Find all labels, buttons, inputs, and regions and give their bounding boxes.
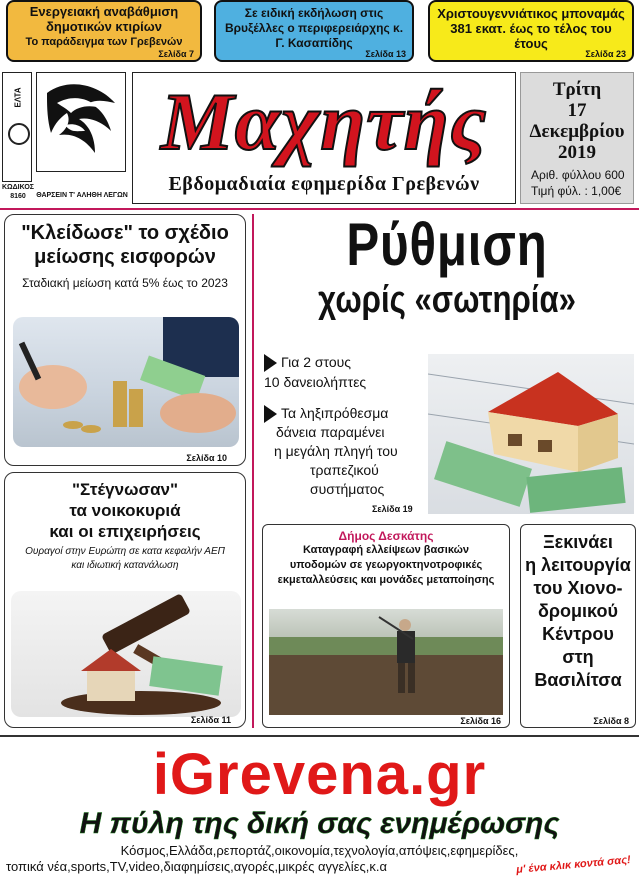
coins-money-photo [13,317,239,447]
house-banknotes-photo [428,354,634,514]
story-deck: και ιδιωτική κατανάλωση [71,560,179,571]
story-headline: εκμεταλλεύσεις και μονάδες μεταποίησης [277,574,495,586]
igrevena-advertisement[interactable] [0,735,639,885]
teaser-brussels[interactable] [214,0,414,62]
teaser-page: Σελίδα 23 [585,49,626,59]
farmer-field-photo [269,609,503,715]
lead-subheadline: χωρίς «σωτηρία» [318,279,576,321]
story-headline: "Κλείδωσε" το σχέδιο [21,222,229,244]
story-headline: τα νοικοκυριά [69,501,181,520]
teaser-page: Σελίδα 13 [365,49,406,59]
ad-topics: τοπικά νέα,sports,TV,video,διαφημίσεις,αγορές,μικρές αγγελίες,κ.α [6,859,387,874]
story-ski-center[interactable] [520,524,636,728]
issue-date-box [520,72,634,204]
ad-tag: μ' ένα κλικ κοντά σας! [515,854,632,876]
teaser-title: Χριστουγεννιάτικος μποναμάς 381 εκατ. έως το τέλος του έτους [437,6,625,51]
ski-headline: Ξεκινάει η λειτουργία του Χιονο- δρομικού Κέντρου στη Βασιλίτσα [525,532,631,690]
postal-stamp [2,72,32,182]
issue-weekday: Τρίτη [552,79,602,100]
stamp-seal-icon [8,123,30,145]
ad-topics: Κόσμος,Ελλάδα,ρεπορτάζ,οικονομία,τεχνολογία,απόψεις,εφημερίδες, [120,843,519,858]
story-deck: Ουραγοί στην Ευρώπη σε κατα κεφαλήν ΑΕΠ [25,546,225,557]
postal-code-label: ΚΩΔΙΚΟΣ [1,184,35,191]
lead-bullet-1: Για 2 στους 10 δανειολήπτες [264,354,367,391]
postal-code: 8160 [10,193,26,200]
story-deskati[interactable] [262,524,510,728]
stamp-elta: ΕΛΤΑ [13,87,23,108]
issue-number: Αριθ. φύλλου 600 [531,168,625,182]
lead-page-ref: Σελίδα 19 [372,504,413,514]
column-divider [252,214,254,728]
masthead-title: Μαχητής [160,76,488,167]
ad-slogan: Η πύλη της δική σας ενημέρωσης [79,807,560,840]
triangle-bullet-icon [264,354,277,372]
teaser-christmas-bonus[interactable] [428,0,634,62]
story-pension-contributions[interactable] [4,214,246,466]
teaser-subtitle: Το παράδειγμα των Γρεβενών [25,36,183,48]
story-households[interactable] [4,472,246,728]
story-page-ref: Σελίδα 10 [186,453,227,463]
story-headline: υποδομών σε γεωργοκτηνοτροφικές [289,559,483,571]
gavel-house-photo [11,591,241,717]
issue-month: Δεκεμβρίου [529,121,625,142]
teaser-title: Ενεργειακή αναβάθμιση δημοτικών κτιρίων [29,4,179,34]
issue-price: Τιμή φύλ. : 1,00€ [531,184,622,198]
masthead-subtitle: Εβδομαδιαία εφημερίδα Γρεβενών [168,173,480,195]
teaser-title: Σε ειδική εκδήλωση στις Βρυξέλλες ο περιφερειάρχης κ. Γ. Κασαπίδης [224,6,404,50]
lead-headline: Ρύθμιση [346,211,548,278]
teaser-page: Σελίδα 7 [158,49,194,59]
lead-bullet-2: Τα ληξιπρόθεσμα δάνεια παραμένει η μεγάλη πληγή του τραπεζικού συστήματος [264,404,398,499]
story-headline: "Στέγνωσαν" [71,480,179,499]
lead-story[interactable] [258,212,636,518]
issue-day: 17 [567,100,587,121]
story-page-ref: Σελίδα 8 [593,716,629,726]
warrior-profile-icon [37,73,125,171]
story-page-ref: Σελίδα 11 [190,715,231,725]
story-headline: Καταγραφή ελλείψεων βασικών [302,544,470,556]
story-kicker: Δήμος Δεσκάτης [338,529,434,543]
story-page-ref: Σελίδα 16 [460,716,501,726]
story-headline: μείωσης εισφορών [34,246,216,268]
story-headline: και οι επιχειρήσεις [49,522,201,541]
story-deck: Σταδιακή μείωση κατά 5% έως το 2023 [22,276,228,290]
ad-brand: iGrevena.gr [152,742,487,807]
triangle-bullet-icon [264,405,277,423]
teaser-energy[interactable] [6,0,202,62]
newspaper-logo [36,72,126,172]
masthead-rule [0,208,639,210]
logo-motto: ΘΑΡΣΕΙΝ Τ' ΑΛΗΘΗ ΛΕΓΩΝ [36,192,128,199]
issue-year: 2019 [558,142,596,163]
